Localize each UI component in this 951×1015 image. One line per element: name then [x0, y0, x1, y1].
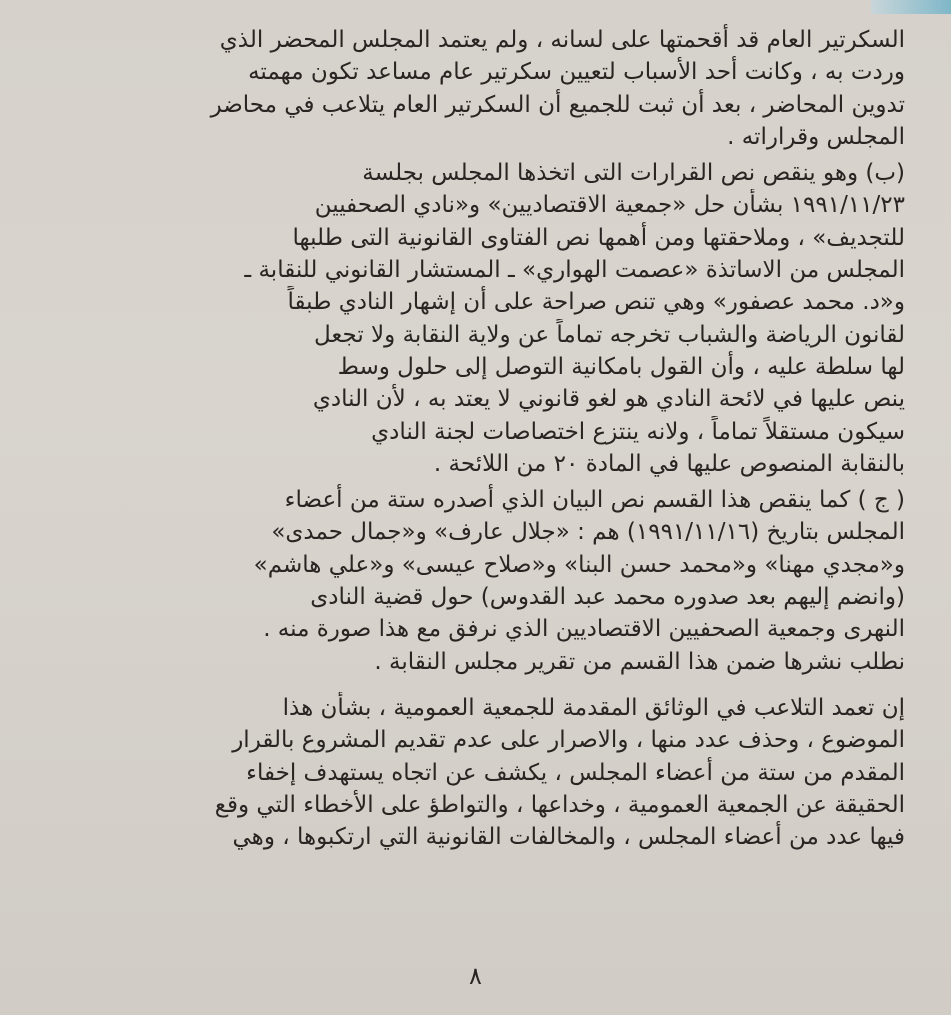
text-line: المجلس بتاريخ (١٩٩١/١١/١٦) هم : «جلال عارف» و«جمال حمدى»	[271, 519, 905, 546]
text-line: إن تعمد التلاعب في الوثائق المقدمة للجمعية العمومية ، بشأن هذا	[282, 694, 905, 721]
page-corner-edge	[871, 0, 951, 14]
text-line: ينص عليها في لائحة النادي هو لغو قانوني لا يعتد به ، لأن النادي	[312, 386, 905, 413]
page-number: ٨	[469, 962, 482, 990]
text-line: ١٩٩١/١١/٢٣ بشأن حل «جمعية الاقتصاديين» و«نادي الصحفيين	[314, 192, 905, 219]
text-line: المجلس وقراراته .	[727, 123, 905, 150]
text-line: ( ج ) كما ينقص هذا القسم نص البيان الذي أصدره ستة من أعضاء	[284, 487, 905, 514]
text-line: الحقيقة عن الجمعية العمومية ، وخداعها ، والتواطؤ على الأخطاء التي وقع	[214, 791, 905, 818]
text-line: النهرى وجمعية الصحفيين الاقتصاديين الذي نرفق مع هذا صورة منه .	[263, 616, 905, 643]
text-line: و«مجدي مهنا» و«محمد حسن البنا» و«صلاح عيسى» و«علي هاشم»	[253, 551, 905, 578]
text-line: تدوين المحاضر ، بعد أن ثبت للجميع أن السكرتير العام يتلاعب في محاضر	[210, 91, 905, 118]
text-line: للتجديف» ، وملاحقتها ومن أهمها نص الفتاوى القانونية التى طلبها	[292, 224, 905, 251]
paragraph-continuation	[70, 24, 905, 153]
text-line: بالنقابة المنصوص عليها في المادة ٢٠ من اللائحة .	[433, 450, 905, 477]
page-body-text	[70, 24, 905, 853]
paragraph-c	[70, 484, 905, 678]
text-line: فيها عدد من أعضاء المجلس ، والمخالفات القانونية التي ارتكبوها ، وهي	[232, 824, 905, 851]
text-line: (وانضم إليهم بعد صدوره محمد عبد القدوس) حول قضية النادى	[310, 584, 905, 611]
paragraph-conclusion	[70, 692, 905, 853]
text-line: سيكون مستقلاً تماماً ، ولانه ينتزع اختصاصات لجنة النادي	[371, 418, 905, 445]
text-line: لها سلطة عليه ، وأن القول بامكانية التوصل إلى حلول وسط	[337, 353, 905, 380]
text-line: المجلس من الاساتذة «عصمت الهواري» ـ المستشار القانوني للنقابة ـ	[244, 257, 905, 284]
text-line: (ب) وهو ينقص نص القرارات التى اتخذها المجلس بجلسة	[362, 160, 905, 187]
text-line: لقانون الرياضة والشباب تخرجه تماماً عن ولاية النقابة ولا تجعل	[313, 321, 905, 348]
text-line: نطلب نشرها ضمن هذا القسم من تقرير مجلس النقابة .	[374, 648, 905, 675]
text-line: وردت به ، وكانت أحد الأسباب لتعيين سكرتير عام مساعد تكون مهمته	[248, 59, 905, 86]
text-line: و«د. محمد عصفور» وهي تنص صراحة على أن إشهار النادي طبقاً	[287, 289, 905, 316]
text-line: الموضوع ، وحذف عدد منها ، والاصرار على عدم تقديم المشروع بالقرار	[232, 727, 905, 754]
paragraph-b	[70, 157, 905, 480]
text-line: المقدم من ستة من أعضاء المجلس ، يكشف عن اتجاه يستهدف إخفاء	[246, 759, 905, 786]
text-line: السكرتير العام قد أقحمتها على لسانه ، ولم يعتمد المجلس المحضر الذي	[219, 27, 905, 53]
